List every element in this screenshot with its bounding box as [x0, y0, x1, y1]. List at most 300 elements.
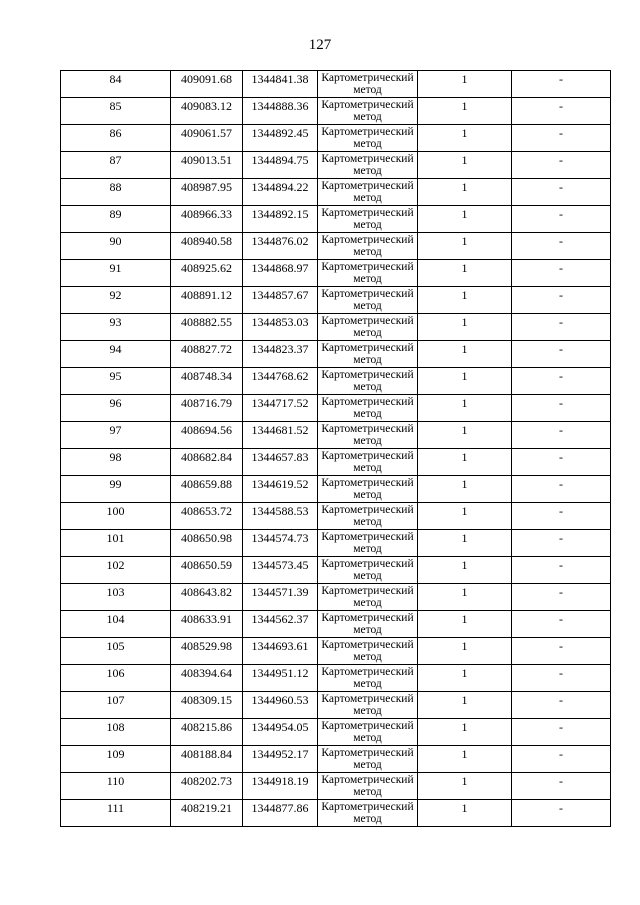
x-coordinate-cell-text: 408188.84 — [181, 747, 232, 761]
y-coordinate-cell-text: 1344960.53 — [251, 693, 309, 707]
y-coordinate-cell-text: 1344876.02 — [251, 234, 309, 248]
y-coordinate-cell-text: 1344952.17 — [251, 747, 309, 761]
point-number-cell-text: 88 — [109, 180, 122, 194]
method-cell — [318, 233, 418, 260]
note-cell — [512, 476, 611, 503]
point-number-cell — [61, 584, 171, 611]
precision-cell-text: 1 — [461, 531, 468, 545]
precision-cell-text: 1 — [461, 450, 468, 464]
precision-cell-text: 1 — [461, 207, 468, 221]
x-coordinate-cell — [171, 611, 243, 638]
point-number-cell — [61, 611, 171, 638]
precision-cell-text: 1 — [461, 396, 468, 410]
x-coordinate-cell — [171, 449, 243, 476]
point-number-cell-text: 94 — [109, 342, 122, 356]
x-coordinate-cell-text: 408827.72 — [181, 342, 232, 356]
method-cell-text: Картометрический метод — [321, 558, 414, 582]
method-cell — [318, 314, 418, 341]
y-coordinate-cell — [243, 476, 318, 503]
table-row — [61, 179, 611, 206]
y-coordinate-cell-text: 1344681.52 — [251, 423, 309, 437]
method-cell — [318, 692, 418, 719]
note-cell-text: - — [559, 369, 563, 383]
point-number-cell-text: 97 — [109, 423, 122, 437]
method-cell-text: Картометрический метод — [321, 774, 414, 798]
x-coordinate-cell-text: 408659.88 — [181, 477, 232, 491]
y-coordinate-cell — [243, 611, 318, 638]
precision-cell-text: 1 — [461, 180, 468, 194]
table-row — [61, 800, 611, 827]
note-cell — [512, 341, 611, 368]
precision-cell — [418, 179, 512, 206]
method-cell-text: Картометрический метод — [321, 693, 414, 717]
point-number-cell — [61, 422, 171, 449]
table-row — [61, 287, 611, 314]
method-cell — [318, 557, 418, 584]
point-number-cell — [61, 260, 171, 287]
y-coordinate-cell — [243, 773, 318, 800]
point-number-cell — [61, 746, 171, 773]
note-cell — [512, 692, 611, 719]
point-number-cell — [61, 314, 171, 341]
y-coordinate-cell — [243, 341, 318, 368]
precision-cell — [418, 314, 512, 341]
note-cell — [512, 611, 611, 638]
precision-cell — [418, 719, 512, 746]
point-number-cell — [61, 125, 171, 152]
y-coordinate-cell — [243, 665, 318, 692]
y-coordinate-cell-text: 1344562.37 — [251, 612, 309, 626]
note-cell — [512, 746, 611, 773]
point-number-cell-text: 92 — [109, 288, 122, 302]
x-coordinate-cell-text: 408650.98 — [181, 531, 232, 545]
x-coordinate-cell — [171, 179, 243, 206]
x-coordinate-cell-text: 408694.56 — [181, 423, 232, 437]
precision-cell-text: 1 — [461, 477, 468, 491]
precision-cell-text: 1 — [461, 423, 468, 437]
point-number-cell-text: 109 — [106, 747, 125, 761]
table-row — [61, 71, 611, 98]
x-coordinate-cell-text: 409083.12 — [181, 99, 232, 113]
y-coordinate-cell — [243, 746, 318, 773]
x-coordinate-cell-text: 408633.91 — [181, 612, 232, 626]
method-cell — [318, 476, 418, 503]
method-cell — [318, 719, 418, 746]
note-cell — [512, 152, 611, 179]
method-cell — [318, 206, 418, 233]
precision-cell-text: 1 — [461, 72, 468, 86]
x-coordinate-cell-text: 408925.62 — [181, 261, 232, 275]
note-cell — [512, 125, 611, 152]
x-coordinate-cell — [171, 71, 243, 98]
y-coordinate-cell-text: 1344954.05 — [251, 720, 309, 734]
y-coordinate-cell — [243, 152, 318, 179]
note-cell-text: - — [559, 477, 563, 491]
precision-cell-text: 1 — [461, 720, 468, 734]
y-coordinate-cell — [243, 530, 318, 557]
x-coordinate-cell — [171, 503, 243, 530]
coordinates-table-body — [61, 71, 611, 827]
x-coordinate-cell — [171, 530, 243, 557]
x-coordinate-cell-text: 408643.82 — [181, 585, 232, 599]
precision-cell-text: 1 — [461, 504, 468, 518]
point-number-cell — [61, 773, 171, 800]
x-coordinate-cell-text: 408650.59 — [181, 558, 232, 572]
method-cell — [318, 341, 418, 368]
method-cell-text: Картометрический метод — [321, 315, 414, 339]
method-cell-text: Картометрический метод — [321, 612, 414, 636]
method-cell-text: Картометрический метод — [321, 423, 414, 447]
method-cell — [318, 638, 418, 665]
y-coordinate-cell-text: 1344571.39 — [251, 585, 309, 599]
x-coordinate-cell — [171, 287, 243, 314]
table-row — [61, 449, 611, 476]
table-row — [61, 665, 611, 692]
table-row — [61, 206, 611, 233]
method-cell — [318, 260, 418, 287]
x-coordinate-cell — [171, 665, 243, 692]
x-coordinate-cell-text: 408394.64 — [181, 666, 232, 680]
note-cell-text: - — [559, 153, 563, 167]
table-row — [61, 314, 611, 341]
note-cell-text: - — [559, 666, 563, 680]
method-cell — [318, 152, 418, 179]
y-coordinate-cell — [243, 557, 318, 584]
point-number-cell-text: 91 — [109, 261, 122, 275]
table-row — [61, 530, 611, 557]
method-cell-text: Картометрический метод — [321, 261, 414, 285]
y-coordinate-cell-text: 1344857.67 — [251, 288, 309, 302]
note-cell-text: - — [559, 531, 563, 545]
point-number-cell — [61, 557, 171, 584]
note-cell — [512, 233, 611, 260]
point-number-cell-text: 100 — [106, 504, 125, 518]
precision-cell-text: 1 — [461, 153, 468, 167]
y-coordinate-cell-text: 1344573.45 — [251, 558, 309, 572]
precision-cell — [418, 152, 512, 179]
x-coordinate-cell-text: 408882.55 — [181, 315, 232, 329]
method-cell-text: Картометрический метод — [321, 666, 414, 690]
precision-cell — [418, 476, 512, 503]
y-coordinate-cell-text: 1344888.36 — [251, 99, 309, 113]
x-coordinate-cell-text: 408716.79 — [181, 396, 232, 410]
note-cell-text: - — [559, 423, 563, 437]
precision-cell — [418, 584, 512, 611]
table-row — [61, 368, 611, 395]
point-number-cell-text: 87 — [109, 153, 122, 167]
table-row — [61, 638, 611, 665]
x-coordinate-cell — [171, 341, 243, 368]
precision-cell — [418, 260, 512, 287]
note-cell-text: - — [559, 72, 563, 86]
point-number-cell — [61, 152, 171, 179]
point-number-cell — [61, 71, 171, 98]
note-cell — [512, 665, 611, 692]
note-cell-text: - — [559, 612, 563, 626]
point-number-cell — [61, 530, 171, 557]
x-coordinate-cell — [171, 233, 243, 260]
method-cell-text: Картометрический метод — [321, 99, 414, 123]
method-cell-text: Картометрический метод — [321, 639, 414, 663]
y-coordinate-cell — [243, 584, 318, 611]
table-row — [61, 233, 611, 260]
x-coordinate-cell — [171, 773, 243, 800]
precision-cell — [418, 692, 512, 719]
precision-cell — [418, 368, 512, 395]
page-number: 127 — [308, 37, 332, 53]
point-number-cell-text: 104 — [106, 612, 125, 626]
x-coordinate-cell-text: 408966.33 — [181, 207, 232, 221]
x-coordinate-cell-text: 409061.57 — [181, 126, 232, 140]
precision-cell — [418, 287, 512, 314]
method-cell-text: Картометрический метод — [321, 342, 414, 366]
x-coordinate-cell-text: 408653.72 — [181, 504, 232, 518]
x-coordinate-cell-text: 408309.15 — [181, 693, 232, 707]
table-row — [61, 395, 611, 422]
y-coordinate-cell — [243, 800, 318, 827]
note-cell-text: - — [559, 504, 563, 518]
y-coordinate-cell-text: 1344892.15 — [251, 207, 309, 221]
method-cell — [318, 800, 418, 827]
note-cell — [512, 719, 611, 746]
note-cell-text: - — [559, 315, 563, 329]
y-coordinate-cell — [243, 395, 318, 422]
x-coordinate-cell — [171, 557, 243, 584]
point-number-cell-text: 105 — [106, 639, 125, 653]
y-coordinate-cell — [243, 206, 318, 233]
x-coordinate-cell — [171, 152, 243, 179]
precision-cell-text: 1 — [461, 666, 468, 680]
x-coordinate-cell — [171, 206, 243, 233]
point-number-cell-text: 99 — [109, 477, 122, 491]
precision-cell-text: 1 — [461, 234, 468, 248]
precision-cell — [418, 503, 512, 530]
point-number-cell-text: 102 — [106, 558, 125, 572]
point-number-cell-text: 85 — [109, 99, 122, 113]
method-cell-text: Картометрический метод — [321, 720, 414, 744]
point-number-cell — [61, 665, 171, 692]
table-row — [61, 422, 611, 449]
y-coordinate-cell — [243, 449, 318, 476]
precision-cell — [418, 746, 512, 773]
precision-cell — [418, 98, 512, 125]
point-number-cell-text: 93 — [109, 315, 122, 329]
precision-cell-text: 1 — [461, 288, 468, 302]
point-number-cell — [61, 800, 171, 827]
note-cell-text: - — [559, 693, 563, 707]
note-cell-text: - — [559, 801, 563, 815]
x-coordinate-cell-text: 408987.95 — [181, 180, 232, 194]
x-coordinate-cell-text: 408219.21 — [181, 801, 232, 815]
y-coordinate-cell-text: 1344894.22 — [251, 180, 309, 194]
point-number-cell-text: 90 — [109, 234, 122, 248]
table-row — [61, 746, 611, 773]
note-cell-text: - — [559, 126, 563, 140]
method-cell — [318, 746, 418, 773]
precision-cell — [418, 71, 512, 98]
note-cell — [512, 800, 611, 827]
note-cell — [512, 773, 611, 800]
precision-cell-text: 1 — [461, 261, 468, 275]
y-coordinate-cell-text: 1344823.37 — [251, 342, 309, 356]
note-cell — [512, 395, 611, 422]
note-cell — [512, 98, 611, 125]
precision-cell-text: 1 — [461, 342, 468, 356]
y-coordinate-cell-text: 1344657.83 — [251, 450, 309, 464]
precision-cell — [418, 530, 512, 557]
precision-cell-text: 1 — [461, 126, 468, 140]
table-row — [61, 260, 611, 287]
note-cell — [512, 368, 611, 395]
note-cell-text: - — [559, 234, 563, 248]
note-cell-text: - — [559, 342, 563, 356]
method-cell — [318, 503, 418, 530]
note-cell-text: - — [559, 639, 563, 653]
precision-cell — [418, 800, 512, 827]
note-cell-text: - — [559, 288, 563, 302]
point-number-cell — [61, 692, 171, 719]
note-cell — [512, 503, 611, 530]
x-coordinate-cell-text: 408891.12 — [181, 288, 232, 302]
method-cell-text: Картометрический метод — [321, 747, 414, 771]
table-row — [61, 125, 611, 152]
method-cell-text: Картометрический метод — [321, 369, 414, 393]
note-cell-text: - — [559, 585, 563, 599]
point-number-cell — [61, 638, 171, 665]
y-coordinate-cell-text: 1344768.62 — [251, 369, 309, 383]
y-coordinate-cell-text: 1344892.45 — [251, 126, 309, 140]
table-row — [61, 341, 611, 368]
y-coordinate-cell — [243, 71, 318, 98]
x-coordinate-cell — [171, 314, 243, 341]
method-cell — [318, 773, 418, 800]
precision-cell — [418, 665, 512, 692]
note-cell-text: - — [559, 207, 563, 221]
precision-cell-text: 1 — [461, 693, 468, 707]
point-number-cell-text: 108 — [106, 720, 125, 734]
note-cell — [512, 71, 611, 98]
note-cell — [512, 422, 611, 449]
point-number-cell-text: 95 — [109, 369, 122, 383]
y-coordinate-cell-text: 1344853.03 — [251, 315, 309, 329]
precision-cell — [418, 395, 512, 422]
table-row — [61, 503, 611, 530]
method-cell-text: Картометрический метод — [321, 234, 414, 258]
method-cell-text: Картометрический метод — [321, 207, 414, 231]
y-coordinate-cell — [243, 314, 318, 341]
method-cell-text: Картометрический метод — [321, 153, 414, 177]
precision-cell-text: 1 — [461, 639, 468, 653]
note-cell-text: - — [559, 396, 563, 410]
method-cell — [318, 422, 418, 449]
x-coordinate-cell — [171, 368, 243, 395]
y-coordinate-cell — [243, 692, 318, 719]
method-cell — [318, 611, 418, 638]
precision-cell — [418, 557, 512, 584]
point-number-cell-text: 107 — [106, 693, 125, 707]
point-number-cell-text: 106 — [106, 666, 125, 680]
x-coordinate-cell — [171, 422, 243, 449]
method-cell — [318, 584, 418, 611]
note-cell-text: - — [559, 747, 563, 761]
note-cell — [512, 557, 611, 584]
precision-cell — [418, 611, 512, 638]
precision-cell — [418, 125, 512, 152]
precision-cell-text: 1 — [461, 369, 468, 383]
precision-cell — [418, 422, 512, 449]
x-coordinate-cell — [171, 98, 243, 125]
precision-cell-text: 1 — [461, 558, 468, 572]
table-row — [61, 98, 611, 125]
point-number-cell — [61, 368, 171, 395]
note-cell — [512, 530, 611, 557]
note-cell-text: - — [559, 99, 563, 113]
note-cell-text: - — [559, 558, 563, 572]
method-cell-text: Картометрический метод — [321, 396, 414, 420]
y-coordinate-cell-text: 1344951.12 — [251, 666, 309, 680]
x-coordinate-cell — [171, 638, 243, 665]
y-coordinate-cell — [243, 125, 318, 152]
x-coordinate-cell-text: 409013.51 — [181, 153, 232, 167]
precision-cell-text: 1 — [461, 99, 468, 113]
method-cell — [318, 665, 418, 692]
table-row — [61, 557, 611, 584]
precision-cell-text: 1 — [461, 315, 468, 329]
y-coordinate-cell-text: 1344588.53 — [251, 504, 309, 518]
y-coordinate-cell — [243, 422, 318, 449]
method-cell-text: Картометрический метод — [321, 450, 414, 474]
y-coordinate-cell-text: 1344619.52 — [251, 477, 309, 491]
precision-cell-text: 1 — [461, 612, 468, 626]
precision-cell-text: 1 — [461, 801, 468, 815]
note-cell — [512, 314, 611, 341]
precision-cell — [418, 638, 512, 665]
y-coordinate-cell — [243, 233, 318, 260]
method-cell — [318, 125, 418, 152]
note-cell — [512, 584, 611, 611]
y-coordinate-cell-text: 1344868.97 — [251, 261, 309, 275]
y-coordinate-cell — [243, 179, 318, 206]
precision-cell — [418, 449, 512, 476]
y-coordinate-cell — [243, 719, 318, 746]
x-coordinate-cell-text: 408202.73 — [181, 774, 232, 788]
method-cell-text: Картометрический метод — [321, 180, 414, 204]
method-cell-text: Картометрический метод — [321, 126, 414, 150]
precision-cell-text: 1 — [461, 747, 468, 761]
y-coordinate-cell — [243, 287, 318, 314]
x-coordinate-cell — [171, 746, 243, 773]
table-row — [61, 584, 611, 611]
x-coordinate-cell-text: 408529.98 — [181, 639, 232, 653]
point-number-cell-text: 101 — [106, 531, 125, 545]
x-coordinate-cell-text: 408748.34 — [181, 369, 232, 383]
y-coordinate-cell — [243, 260, 318, 287]
point-number-cell — [61, 449, 171, 476]
point-number-cell-text: 110 — [106, 774, 125, 788]
method-cell-text: Картометрический метод — [321, 477, 414, 501]
point-number-cell — [61, 98, 171, 125]
method-cell-text: Картометрический метод — [321, 531, 414, 555]
x-coordinate-cell — [171, 584, 243, 611]
x-coordinate-cell — [171, 125, 243, 152]
x-coordinate-cell-text: 408940.58 — [181, 234, 232, 248]
table-row — [61, 611, 611, 638]
precision-cell-text: 1 — [461, 774, 468, 788]
note-cell — [512, 449, 611, 476]
method-cell-text: Картометрический метод — [321, 585, 414, 609]
note-cell — [512, 260, 611, 287]
method-cell — [318, 395, 418, 422]
